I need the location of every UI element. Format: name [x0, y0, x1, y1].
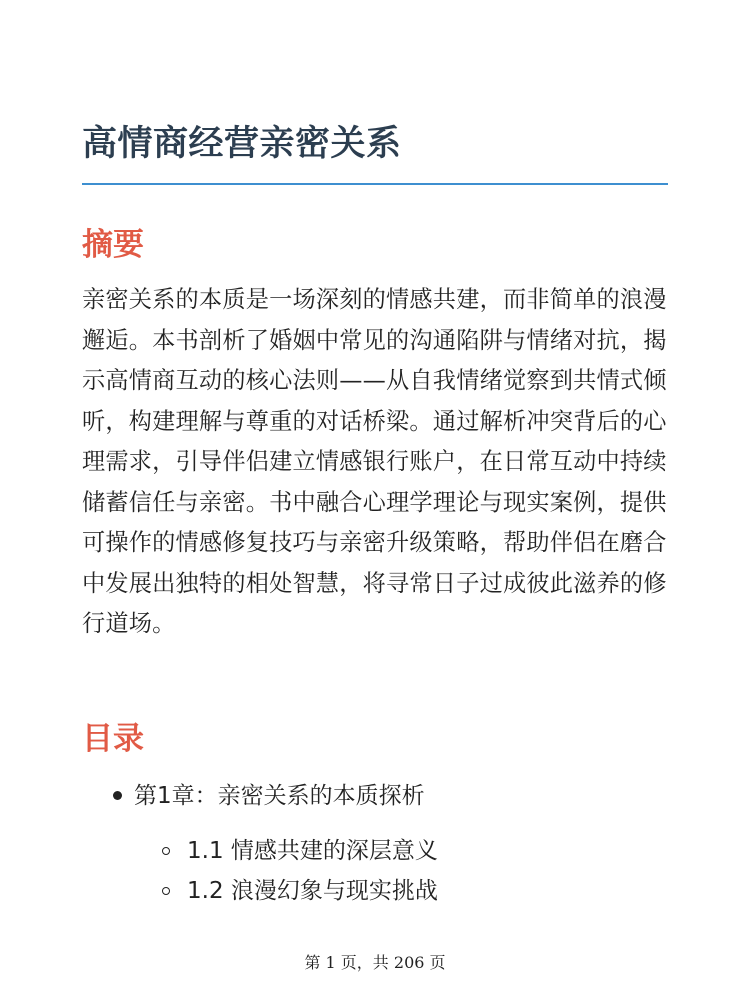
bullet-circle-icon — [162, 887, 170, 895]
toc-section-label: 1.1 情感共建的深层意义 — [187, 838, 438, 864]
toc-list — [82, 775, 668, 904]
toc-section-1-1[interactable] — [82, 831, 668, 871]
toc-section-1-2[interactable] — [82, 871, 668, 911]
bullet-disc-icon — [113, 791, 122, 800]
toc-section-label: 1.2 浪漫幻象与现实挑战 — [187, 878, 438, 904]
toc-sublist — [82, 831, 668, 911]
toc-chapter-label: 第1章：亲密关系的本质探析 — [134, 783, 425, 809]
toc-heading: 目录 — [82, 721, 144, 757]
abstract-heading: 摘要 — [82, 227, 144, 263]
abstract-text: 亲密关系的本质是一场深刻的情感共建，而非简单的浪漫邂逅。本书剖析了婚姻中常见的沟通陷阱与情绪对抗，揭示高情商互动的核心法则——从自我情绪觉察到共情式倾听，构建理解与尊重的对话桥梁。通过解析冲突背后的心理需求，引导伴侣建立情感银行账户，在日常互动中持续储蓄信任与亲密。书中融合心理学理论与现实案例，提供可操作的情感修复技巧与亲密升级策略，帮助伴侣在磨合中发展出独特的相处智慧，将寻常日子过成彼此滋养的修行道场。 — [82, 286, 667, 637]
document-title: 高情商经营亲密关系 — [82, 124, 402, 164]
title-divider — [82, 183, 668, 185]
bullet-circle-icon — [162, 847, 170, 855]
page-footer: 第 1 页，共 206 页 — [304, 953, 446, 972]
toc-chapter-1[interactable] — [82, 775, 668, 904]
